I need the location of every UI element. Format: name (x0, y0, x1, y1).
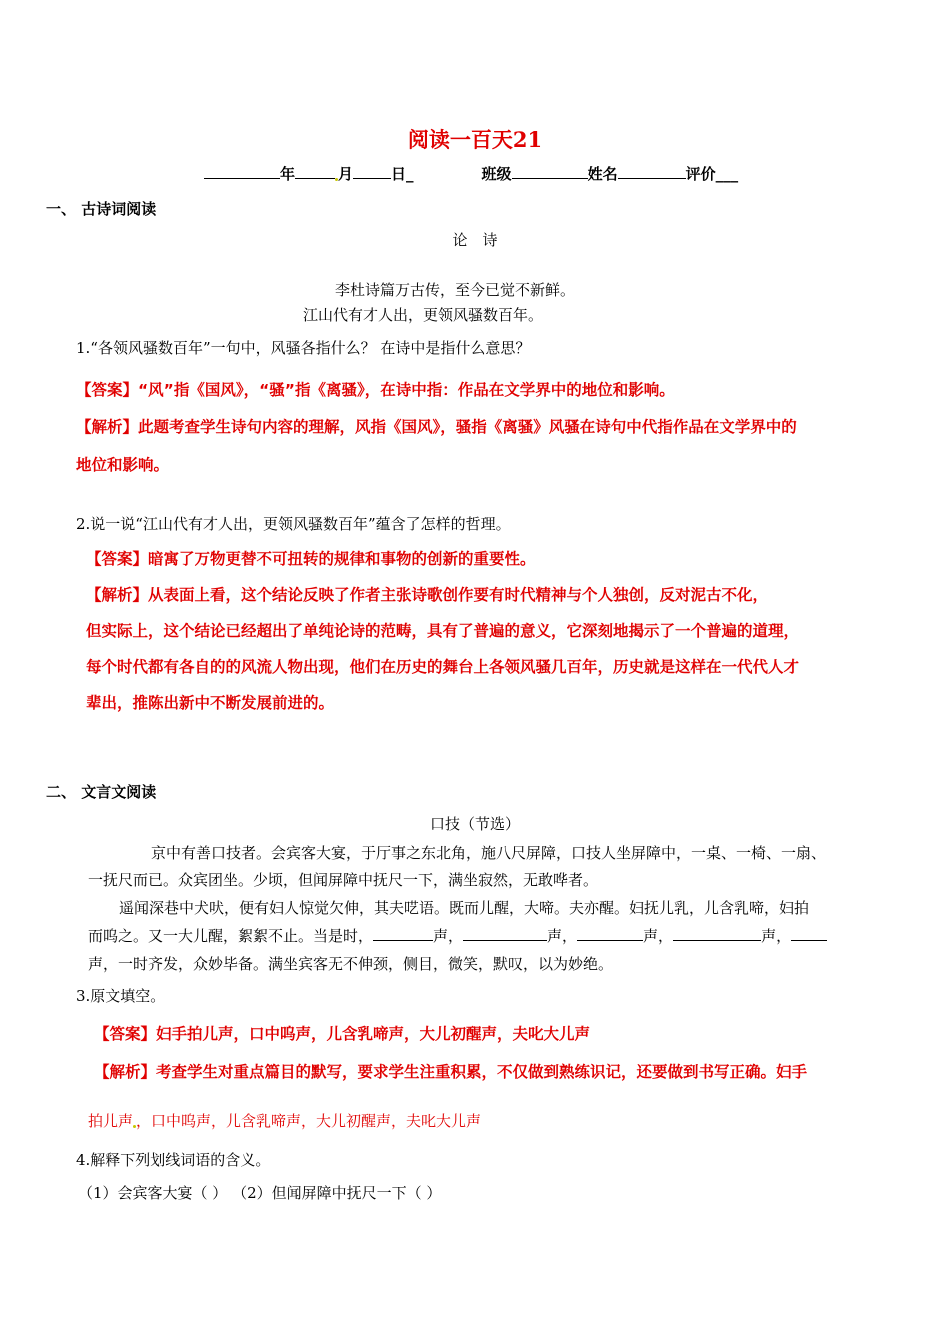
fill-blank-1[interactable] (373, 926, 433, 941)
question-4: 4.解释下列划线词语的含义。 (76, 1151, 271, 1169)
text-title: 口技（节选） (429, 815, 520, 833)
q3-analysis-part-a: 拍儿声 (88, 1112, 134, 1130)
name-label: 姓名 (587, 165, 618, 183)
class-label: 班级 (481, 165, 512, 183)
poem-title: 论 诗 (452, 231, 498, 249)
sheng-3: 声， (643, 927, 674, 945)
q1-answer: 【答案】“风”指《国风》，“骚”指《离骚》，在诗中指：作品在文学界中的地位和影响。 (76, 381, 675, 399)
question-4-items: （1）会宾客大宴（ ） （2）但闻屏障中抚尺一下（ ） (78, 1184, 442, 1202)
month-label: 月 (338, 165, 354, 183)
name-blank[interactable] (618, 163, 686, 179)
passage-p2-line-2 (88, 925, 827, 946)
fill-blank-2[interactable] (463, 926, 547, 941)
student-info-line (204, 163, 738, 184)
class-blank[interactable] (512, 163, 588, 179)
fill-blank-4[interactable] (673, 926, 761, 941)
section2-heading: 二、 文言文阅读 (46, 783, 157, 801)
q2-analysis-line-4: 辈出，推陈出新中不断发展前进的。 (86, 694, 335, 712)
q3-analysis-line-1: 【解析】考查学生对重点篇目的默写，要求学生注重积累，不仅做到熟练识记，还要做到书写正确。妇手 (94, 1063, 808, 1081)
sheng-2: 声， (547, 927, 578, 945)
q3-answer: 【答案】妇手拍儿声，口中呜声，儿含乳啼声，大儿初醒声，夫叱大儿声 (94, 1025, 591, 1043)
poem-line-2: 江山代有才人出，更领风骚数百年。 (303, 306, 544, 324)
fill-blank-5[interactable] (791, 926, 827, 941)
q2-analysis-line-3: 每个时代都有各自的的风流人物出现，他们在历史的舞台上各领风骚几百年，历史就是这样在一代代人才 (86, 658, 800, 676)
q2-answer: 【答案】暗寓了万物更替不可扭转的规律和事物的创新的重要性。 (86, 550, 536, 568)
passage-p1-line-1: 京中有善口技者。会宾客大宴，于厅事之东北角，施八尺屏障，口技人坐屏障中，一桌、一椅、一扇、 (151, 844, 827, 862)
q1-analysis-line-2: 地位和影响。 (76, 456, 170, 474)
passage-p2-line-1: 遥闻深巷中犬吠，便有妇人惊觉欠伸，其夫呓语。既而儿醒，大啼。夫亦醒。妇抚儿乳，儿含乳啼，妇拍 (119, 899, 810, 917)
passage-p2-line-3: 声，一时齐发，众妙毕备。满坐宾客无不伸颈，侧目，微笑，默叹，以为妙绝。 (88, 955, 614, 973)
sheng-1: 声， (433, 927, 464, 945)
sheng-4: 声， (761, 927, 792, 945)
year-label: 年 (280, 165, 296, 183)
year-blank[interactable] (204, 163, 280, 179)
day-blank[interactable] (353, 163, 391, 179)
section1-heading: 一、 古诗词阅读 (46, 200, 157, 218)
rating-label: 评价___ (685, 165, 739, 183)
q3-analysis-line-2 (88, 1110, 481, 1131)
passage-p1-line-2: 一抚尺而已。众宾团坐。少顷，但闻屏障中抚尺一下，满坐寂然，无敢哗者。 (88, 871, 599, 889)
q3-analysis-part-b: ，口中呜声，儿含乳啼声，大儿初醒声，夫叱大儿声 (136, 1112, 482, 1130)
q2-analysis-line-2: 但实际上，这个结论已经超出了单纯论诗的范畴，具有了普遍的意义，它深刻地揭示了一个普遍的道理， (86, 622, 800, 640)
passage-p2-text: 而呜之。又一大儿醒，絮絮不止。当是时， (88, 927, 374, 945)
poem-line-1: 李杜诗篇万古传，至今已觉不新鲜。 (335, 281, 576, 299)
q2-analysis-line-1: 【解析】从表面上看，这个结论反映了作者主张诗歌创作要有时代精神与个人独创，反对泥古不化， (86, 586, 769, 604)
page-title: 阅读一百天21 (407, 127, 543, 152)
question-1: 1.“各领风骚数百年”一句中，风骚各指什么？ 在诗中是指什么意思？ (76, 339, 531, 357)
question-3: 3.原文填空。 (76, 987, 166, 1005)
q1-analysis-line-1: 【解析】此题考查学生诗句内容的理解，风指《国风》，骚指《离骚》风骚在诗句中代指作品在文学界中的 (76, 418, 797, 436)
fill-blank-3[interactable] (577, 926, 643, 941)
day-label: 日_ (391, 165, 414, 183)
question-2: 2.说一说“江山代有才人出，更领风骚数百年”蕴含了怎样的哲理。 (76, 515, 511, 533)
month-blank[interactable] (295, 163, 335, 179)
